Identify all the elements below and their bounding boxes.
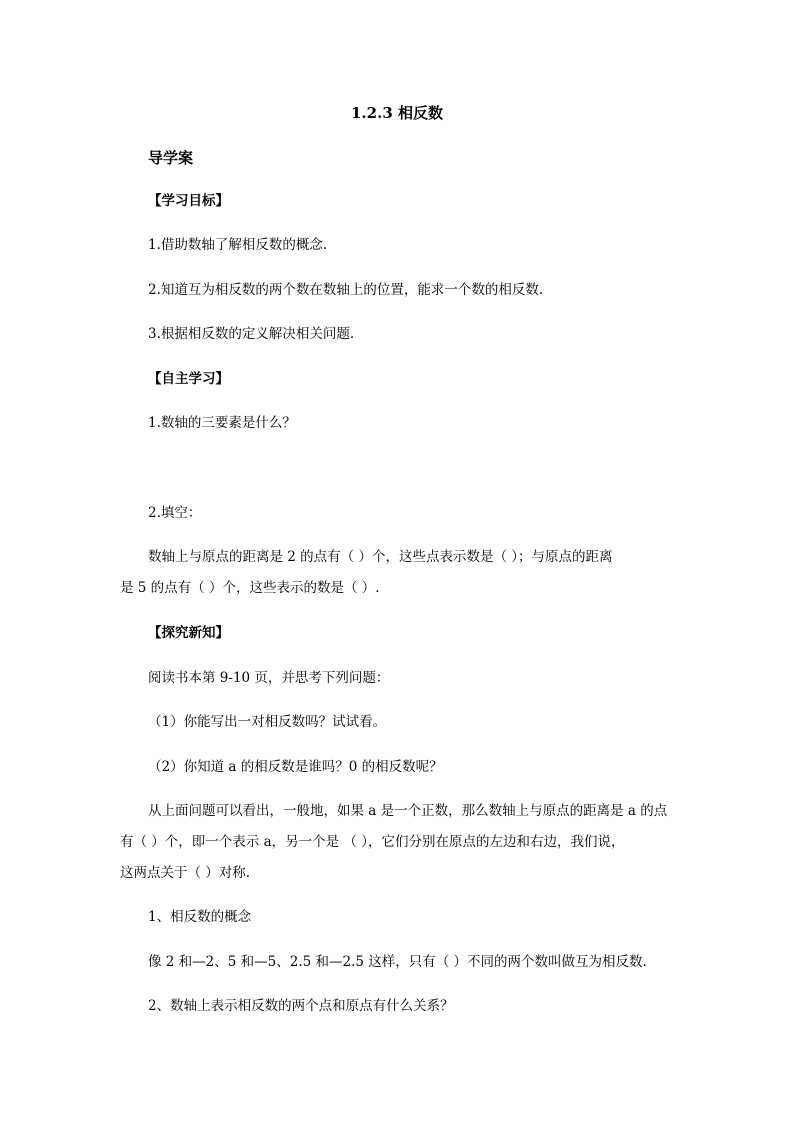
concept-item-2: 2、数轴上表示相反数的两个点和原点有什么关系？: [148, 998, 454, 1014]
explore-paragraph-line-3: 这两点关于（ ）对称.: [120, 865, 251, 881]
fill-blank-line-2: 是 5 的点有（ ）个，这些表示的数是（ ）.: [120, 580, 380, 596]
goal-item-2: 2.知道互为相反数的两个数在数轴上的位置，能求一个数的相反数.: [148, 282, 544, 298]
self-study-question-1: 1.数轴的三要素是什么？: [148, 415, 296, 431]
goal-item-1: 1.借助数轴了解相反数的概念.: [148, 237, 328, 253]
explore-intro: 阅读书本第 9-10 页，并思考下列问题：: [148, 670, 390, 686]
page-subtitle: 导学案: [148, 149, 194, 167]
explore-question-2: （2）你知道 a 的相反数是谁吗？0 的相反数呢？: [148, 759, 443, 775]
concept-item-1-text: 像 2 和—2、5 和—5、2.5 和—2.5 这样，只有（ ）不同的两个数叫做互为相反数.: [148, 954, 647, 970]
section-heading-explore: 【探究新知】: [148, 625, 229, 641]
section-heading-self-study: 【自主学习】: [148, 371, 229, 387]
fill-blank-line-1: 数轴上与原点的距离是 2 的点有（ ）个，这些点表示数是（ ）；与原点的距离: [148, 549, 613, 565]
concept-item-1: 1、相反数的概念: [148, 909, 252, 925]
goal-item-3: 3.根据相反数的定义解决相关问题.: [148, 326, 355, 342]
page-title: 1.2.3 相反数: [351, 104, 443, 122]
explore-question-1: （1）你能写出一对相反数吗？试试看。: [148, 714, 387, 730]
explore-paragraph-line-2: 有（ ）个，即一个表示 a，另一个是 （ ），它们分别在原点的左边和右边，我们说，: [120, 834, 625, 850]
self-study-question-2: 2.填空：: [148, 505, 202, 521]
section-heading-goals: 【学习目标】: [148, 193, 229, 209]
explore-paragraph-line-1: 从上面问题可以看出，一般地，如果 a 是一个正数，那么数轴上与原点的距离是 a 的点: [148, 803, 668, 819]
